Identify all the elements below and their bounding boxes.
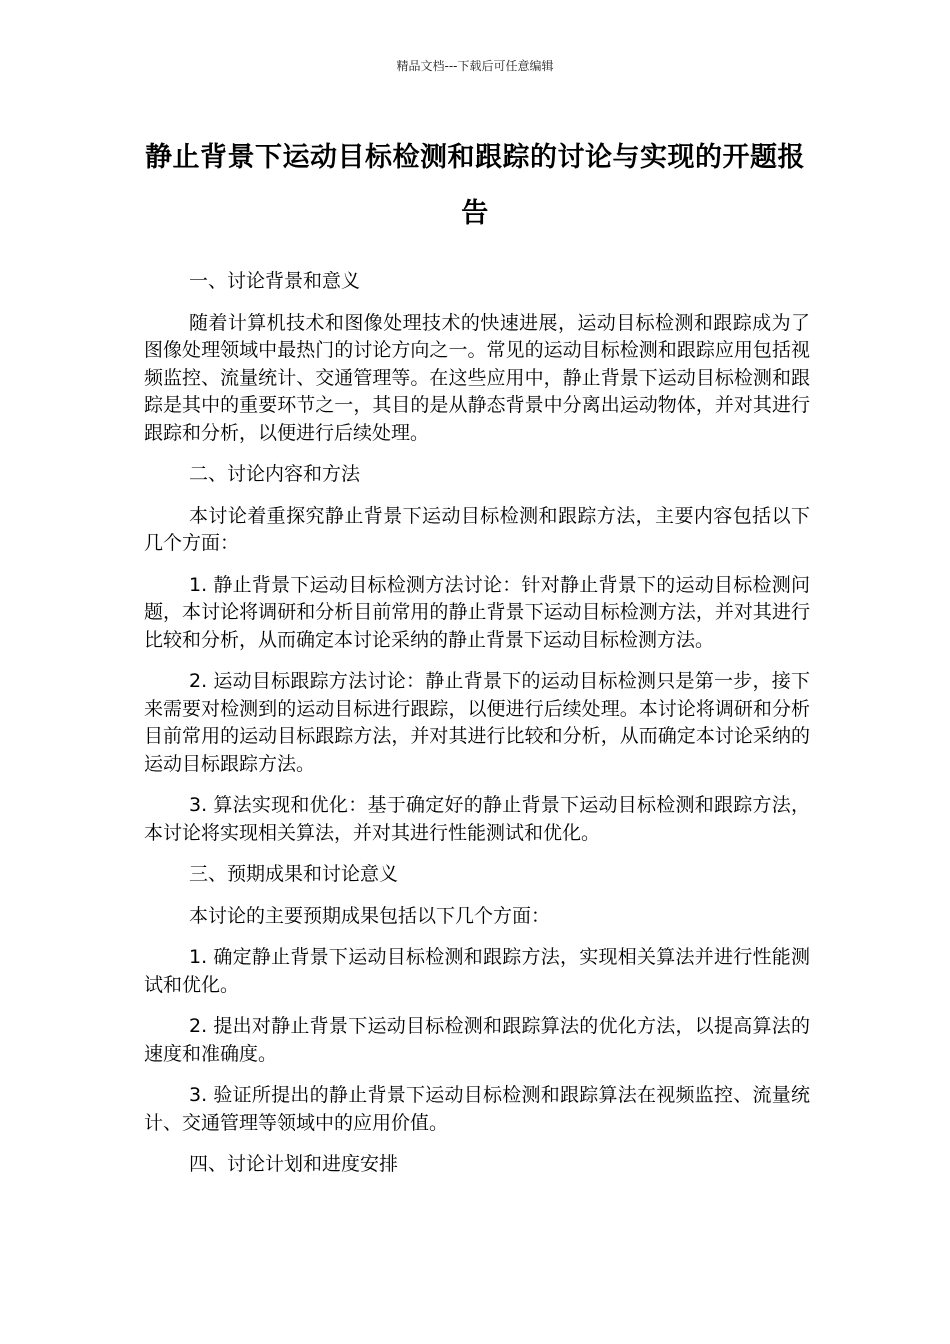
list-item-algorithm-optimization: 3. 算法实现和优化：基于确定好的静止背景下运动目标检测和跟踪方法，本讨论将实现相关算法，并对其进行性能测试和优化。	[144, 794, 810, 844]
section-heading-plan-schedule: 四、讨论计划和进度安排	[189, 1153, 399, 1175]
section-heading-background: 一、讨论背景和意义	[189, 270, 361, 292]
section-heading-expected-results: 三、预期成果和讨论意义	[189, 863, 399, 885]
paragraph-background: 随着计算机技术和图像处理技术的快速进展，运动目标检测和跟踪成为了图像处理领域中最热门的讨论方向之一。常见的运动目标检测和跟踪应用包括视频监控、流量统计、交通管理等。在这些应用中，静止背景下运动目标检测和跟踪是其中的重要环节之一，其目的是从静态背景中分离出运动物体，并对其进行跟踪和分析，以便进行后续处理。	[144, 311, 810, 444]
paragraph-results-intro: 本讨论的主要预期成果包括以下几个方面：	[189, 904, 551, 927]
list-item-result-3: 3. 验证所提出的静止背景下运动目标检测和跟踪算法在视频监控、流量统计、交通管理等领域中的应用价值。	[144, 1084, 810, 1134]
document-title: 静止背景下运动目标检测和跟踪的讨论与实现的开题报告	[145, 142, 805, 229]
list-item-result-1: 1. 确定静止背景下运动目标检测和跟踪方法，实现相关算法并进行性能测试和优化。	[144, 946, 810, 996]
list-item-tracking-method: 2. 运动目标跟踪方法讨论：静止背景下的运动目标检测只是第一步，接下来需要对检测到的运动目标进行跟踪，以便进行后续处理。本讨论将调研和分析目前常用的运动目标跟踪方法，并对其进行比较和分析，从而确定本讨论采纳的运动目标跟踪方法。	[144, 670, 810, 775]
page-header: 精品文档---下载后可任意编辑	[396, 59, 554, 73]
section-heading-content-methods: 二、讨论内容和方法	[189, 463, 361, 485]
document-body	[144, 268, 810, 1193]
list-item-detection-method: 1. 静止背景下运动目标检测方法讨论：针对静止背景下的运动目标检测问题，本讨论将调研和分析目前常用的静止背景下运动目标检测方法，并对其进行比较和分析，从而确定本讨论采纳的静止背景下运动目标检测方法。	[144, 573, 810, 651]
list-item-result-2: 2. 提出对静止背景下运动目标检测和跟踪算法的优化方法，以提高算法的速度和准确度。	[144, 1015, 810, 1065]
paragraph-content-intro: 本讨论着重探究静止背景下运动目标检测和跟踪方法，主要内容包括以下几个方面：	[144, 504, 810, 554]
